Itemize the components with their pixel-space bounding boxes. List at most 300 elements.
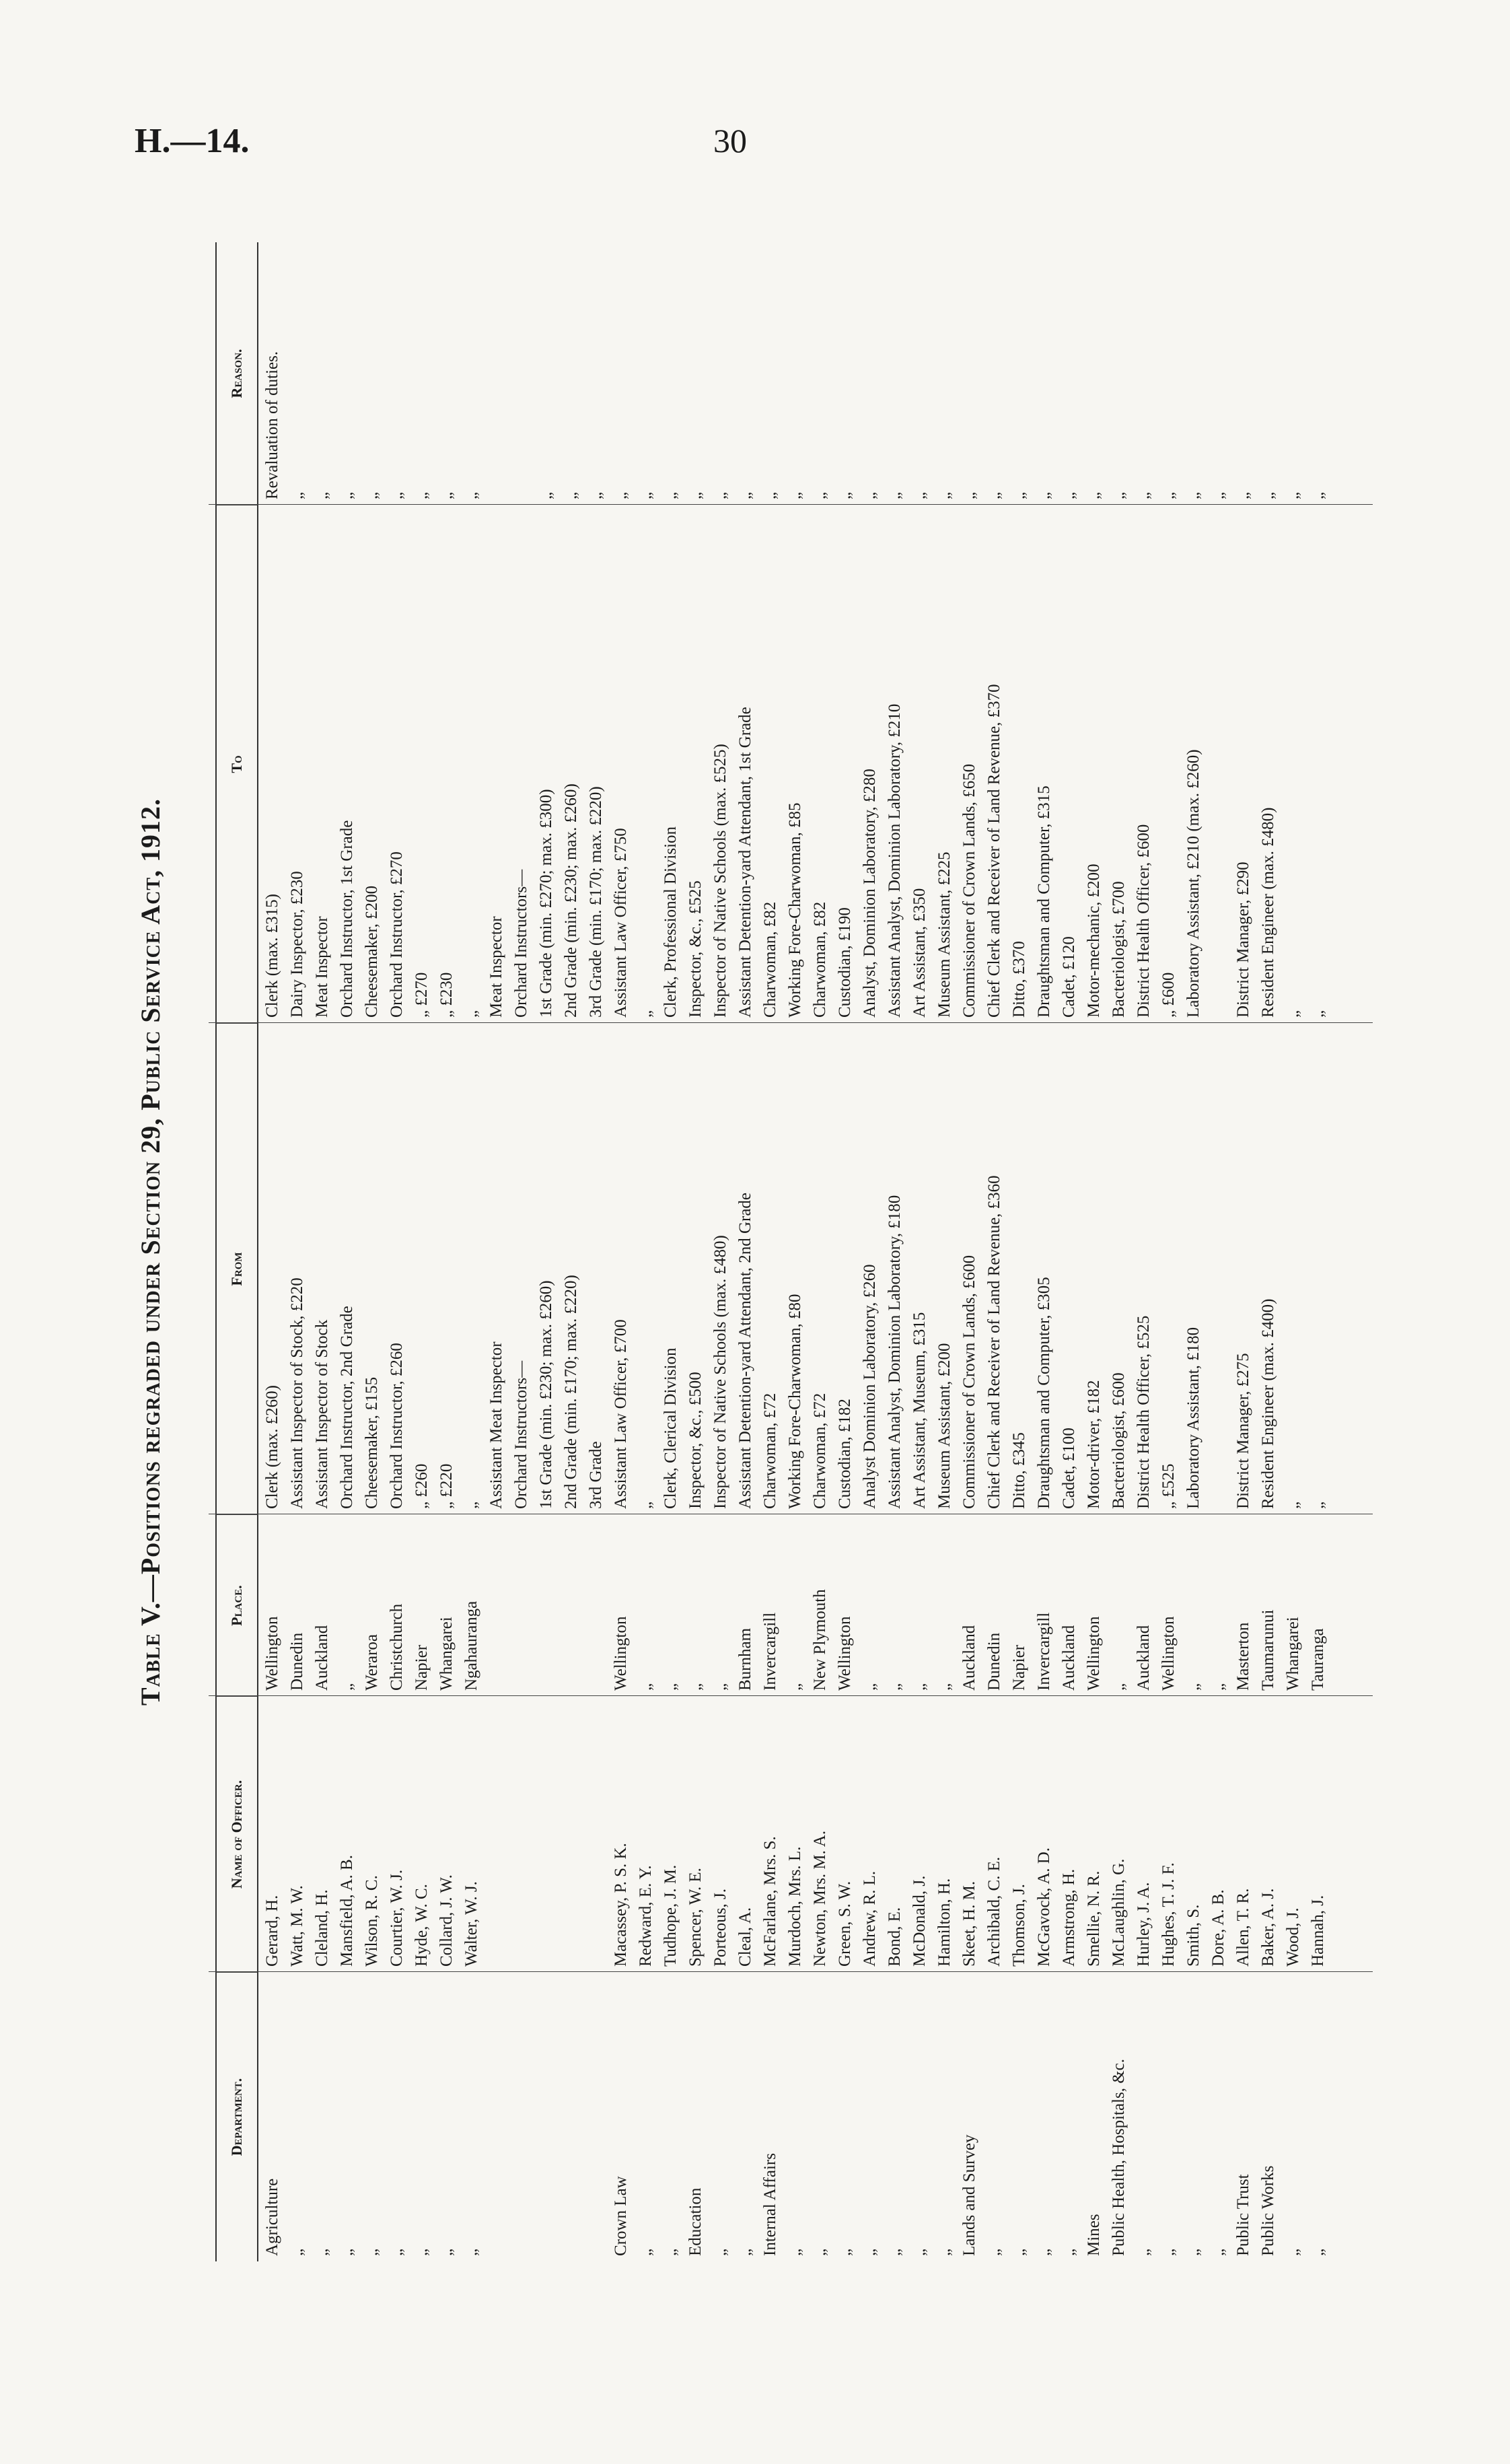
place-cell: Auckland [313,1625,331,1691]
place-cell: Whangarei [1284,1617,1302,1691]
place-cell: „ [1184,1683,1202,1691]
department-cell: „ [288,2248,306,2256]
from-cell: Working Fore-Charwoman, £80 [786,1294,804,1509]
reason-cell: „ [1159,491,1178,499]
to-cell: Assistant Law Officer, £750 [612,828,630,1018]
reason-cell: „ [1060,491,1078,499]
department-cell: „ [1184,2248,1202,2256]
officer-name-cell: Cleland, H. [313,1889,331,1967]
table-row [1258,242,1278,2261]
officer-name-cell: Dore, A. B. [1209,1889,1227,1967]
place-cell: New Plymouth [811,1589,829,1691]
reason-cell: „ [1135,491,1153,499]
department-cell: Agriculture [263,2178,281,2256]
table-row [1233,242,1253,2261]
place-cell: „ [910,1683,929,1691]
reason-cell: „ [288,491,306,499]
to-cell: Resident Engineer (max. £480) [1259,807,1277,1018]
table-row [287,242,307,2261]
officer-name-cell: McDonald, J. [910,1875,929,1967]
place-cell: Ngahauranga [462,1600,480,1691]
department-cell: „ [1159,2248,1178,2256]
table-row [1134,242,1153,2261]
table-row [1059,242,1079,2261]
place-cell: Christchurch [388,1603,406,1691]
to-cell: Inspector, &c., £525 [686,880,705,1018]
header-place: Place. [217,1514,257,1696]
place-cell: Tauranga [1309,1628,1327,1691]
reason-cell: „ [313,491,331,499]
reason-cell: „ [861,491,879,499]
department-cell [561,1972,581,2261]
officer-name-cell [487,1696,506,1972]
from-cell: Orchard Instructor, 2nd Grade [338,1306,356,1509]
place-cell: Wellington [263,1616,281,1691]
to-cell [1209,505,1228,1023]
from-cell: Custodian, £182 [836,1399,854,1509]
place-cell: Wellington [612,1616,630,1691]
table-header [215,242,258,2261]
place-cell: „ [935,1683,954,1691]
department-cell: „ [985,2248,1003,2256]
place-cell: „ [711,1683,729,1691]
page-number: 30 [713,122,747,160]
place-cell: „ [338,1683,356,1691]
table-row [536,242,556,2261]
reason-cell: „ [1035,491,1053,499]
place-cell: „ [786,1683,804,1691]
officer-name-cell [511,1696,531,1972]
reason-cell: „ [338,491,356,499]
table-row [1034,242,1054,2261]
officer-name-cell: Gerard, H. [263,1895,281,1967]
reason-cell: „ [1184,491,1202,499]
reason-cell: „ [363,491,381,499]
place-cell: Napier [1010,1644,1028,1691]
officer-name-cell: Andrew, R. L. [861,1870,879,1967]
from-cell [1209,1023,1228,1514]
place-cell: Invercargill [1035,1612,1053,1691]
from-cell: Museum Assistant, £200 [935,1343,954,1509]
table-row [437,242,456,2261]
to-cell: Laboratory Assistant, £210 (max. £260) [1184,749,1202,1018]
reason-cell: „ [612,491,630,499]
department-cell: „ [1035,2248,1053,2256]
officer-name-cell: Bond, E. [886,1907,904,1967]
reason-cell: „ [761,491,779,499]
officer-name-cell: McGavock, A. D. [1035,1847,1053,1967]
place-cell: Wellington [836,1616,854,1691]
place-cell [487,1514,506,1696]
table-row [785,242,805,2261]
reason-cell: „ [736,491,754,499]
department-cell: „ [462,2248,480,2256]
reason-cell: „ [886,491,904,499]
table-row [412,242,431,2261]
officer-name-cell: McFarlane, Mrs. S. [761,1836,779,1967]
from-cell: 3rd Grade [587,1441,605,1509]
from-cell: Art Assistant, Museum, £315 [910,1312,929,1509]
department-cell: „ [811,2248,829,2256]
department-cell [487,1972,506,2261]
department-cell: Public Health, Hospitals, &c. [1110,2058,1128,2256]
to-cell: 3rd Grade (min. £170; max. £220) [587,786,605,1018]
department-cell: Crown Law [612,2176,630,2256]
to-cell: Charwoman, £82 [811,901,829,1018]
officer-name-cell: Mansfield, A. B. [338,1855,356,1967]
from-cell: Inspector of Native Schools (max. £480) [711,1235,729,1509]
officer-name-cell: Green, S. W. [836,1880,854,1967]
department-cell: „ [786,2248,804,2256]
officer-name-cell: Redward, E. Y. [637,1865,655,1967]
place-cell: „ [861,1683,879,1691]
to-cell: Assistant Analyst, Dominion Laboratory, £210 [886,703,904,1018]
reason-cell: „ [1209,491,1227,499]
officer-name-cell [561,1696,581,1972]
officer-name-cell: Wilson, R. C. [363,1875,381,1967]
reason-cell: „ [1085,491,1103,499]
reason-cell: „ [437,491,456,499]
place-cell: Masterton [1234,1622,1252,1691]
officer-name-cell: Spencer, W. E. [686,1868,705,1967]
reason-cell: „ [562,491,580,499]
header-reason: Reason. [228,349,245,398]
to-cell: Orchard Instructor, 1st Grade [338,820,356,1018]
department-cell: „ [736,2248,754,2256]
table-row [910,242,929,2261]
department-cell: „ [1135,2248,1153,2256]
to-cell: Clerk (max. £315) [263,894,281,1018]
reason-cell [487,242,506,505]
table-row [462,242,481,2261]
department-cell: „ [1284,2248,1302,2256]
table-row [636,242,655,2261]
header-department: Department. [217,1972,257,2261]
to-cell: District Health Officer, £600 [1135,824,1153,1018]
department-cell: „ [861,2248,879,2256]
table-title: Table V.—Positions regraded under Section 29, Public Service Act, 1912. [135,798,166,1706]
department-cell: „ [637,2248,655,2256]
to-cell: Orchard Instructors— [512,869,530,1018]
department-cell: „ [363,2248,381,2256]
reason-cell: „ [1110,491,1128,499]
officer-name-cell: Hurley, J. A. [1135,1882,1153,1967]
table-row [935,242,954,2261]
table-row [810,242,830,2261]
from-cell: „ [462,1501,480,1509]
from-cell: Orchard Instructors— [512,1360,530,1509]
department-cell: Internal Affairs [761,2153,779,2256]
from-cell: Orchard Instructor, £260 [388,1343,406,1509]
reason-cell: „ [587,491,605,499]
table-row [1009,242,1029,2261]
to-cell: Art Assistant, £350 [910,888,929,1018]
table-row [960,242,979,2261]
department-cell: „ [886,2248,904,2256]
reason-cell: „ [1309,491,1327,499]
to-cell: District Manager, £290 [1234,861,1252,1018]
officer-name-cell: Macassey, P. S. K. [612,1843,630,1967]
place-cell: Auckland [1060,1625,1078,1691]
from-cell: Laboratory Assistant, £180 [1184,1327,1202,1509]
from-cell: „ £260 [412,1463,431,1509]
table-row [262,242,282,2261]
place-cell [586,1514,606,1696]
to-cell: Assistant Detention-yard Attendant, 1st Grade [736,707,754,1018]
from-cell: District Manager, £275 [1234,1353,1252,1509]
department-cell: „ [1010,2248,1028,2256]
reason-cell: „ [711,491,729,499]
officer-name-cell: Courtier, W. J. [388,1869,406,1967]
department-cell: „ [388,2248,406,2256]
department-cell: Mines [1085,2214,1103,2256]
officer-name-cell: Hannah, J. [1309,1895,1327,1967]
from-cell: Cadet, £100 [1060,1428,1078,1509]
from-cell: Commissioner of Crown Lands, £600 [960,1255,978,1509]
place-cell: Auckland [1135,1625,1153,1691]
table-row [661,242,680,2261]
from-cell: 1st Grade (min. £230; max. £260) [537,1280,555,1509]
from-cell: Assistant Detention-yard Attendant, 2nd Grade [736,1192,754,1509]
header-to: To [217,505,257,1023]
officer-name-cell: Cleal, A. [736,1907,754,1967]
to-cell: Dairy Inspector, £230 [288,871,306,1018]
place-cell: Weraroa [363,1633,381,1691]
document-reference: H.—14. [135,122,250,160]
table-row [686,242,705,2261]
table-row [511,242,531,2261]
table-row [735,242,755,2261]
from-cell: Clerk (max. £260) [263,1385,281,1509]
table-row [362,242,382,2261]
reason-cell: „ [1010,491,1028,499]
to-cell: Custodian, £190 [836,907,854,1018]
to-cell: Chief Clerk and Receiver of Land Revenue, £370 [985,684,1003,1018]
to-cell: Meat Inspector [487,916,505,1018]
place-cell: „ [637,1683,655,1691]
reason-cell: „ [1234,491,1252,499]
department-cell: „ [836,2248,854,2256]
to-cell: „ £230 [437,972,456,1018]
place-cell: Wellington [1159,1616,1178,1691]
officer-name-cell: Murdoch, Mrs. L. [786,1846,804,1967]
officer-name-cell: Archibald, C. E. [985,1856,1003,1967]
place-cell: „ [886,1683,904,1691]
table-row [611,242,631,2261]
officer-name-cell: Hamilton, H. [935,1878,954,1967]
department-cell: Lands and Survey [960,2134,978,2256]
department-cell: „ [910,2248,929,2256]
from-cell: „ [1284,1501,1302,1509]
to-cell: Commissioner of Crown Lands, £650 [960,763,978,1018]
table-row [760,242,780,2261]
officer-name-cell: Skeet, H. M. [960,1880,978,1967]
to-cell: „ [1309,1010,1327,1018]
to-cell: Working Fore-Charwoman, £85 [786,802,804,1018]
department-cell: Public Works [1259,2165,1277,2256]
table-row [711,242,730,2261]
place-cell [561,1514,581,1696]
reason-cell: „ [1259,491,1277,499]
place-cell: „ [686,1683,705,1691]
from-cell: Assistant Inspector of Stock [313,1319,331,1509]
department-cell: „ [1209,2248,1227,2256]
place-cell: Dunedin [288,1632,306,1691]
table-row [835,242,855,2261]
table-row [1109,242,1128,2261]
place-cell: Napier [412,1644,431,1691]
reason-cell: „ [686,491,705,499]
to-cell: „ £270 [412,972,431,1018]
from-cell: 2nd Grade (min. £170; max. £220) [562,1275,580,1509]
from-cell: Ditto, £345 [1010,1432,1028,1509]
place-cell: Taumarunui [1259,1609,1277,1691]
department-cell: „ [935,2248,954,2256]
to-cell: 2nd Grade (min. £230; max. £260) [562,783,580,1018]
table-row [984,242,1004,2261]
header-from: From [217,1023,257,1514]
to-cell: Draughtsman and Computer, £315 [1035,785,1053,1018]
from-cell: Charwoman, £72 [761,1393,779,1509]
to-cell: Museum Assistant, £225 [935,851,954,1018]
place-cell [511,1514,531,1696]
to-cell: Inspector of Native Schools (max. £525) [711,744,729,1018]
officer-name-cell: Tudhope, J. M. [661,1864,680,1967]
to-cell: „ [1284,1010,1302,1018]
to-cell: 1st Grade (min. £270; max. £300) [537,789,555,1018]
from-cell: „ [1309,1501,1327,1509]
table-row [1184,242,1203,2261]
to-cell: „ [462,1010,480,1018]
to-cell: Cheesemaker, £200 [363,885,381,1018]
to-cell: Bacteriologist, £700 [1110,881,1128,1018]
officer-name-cell: McLaughlin, G. [1110,1858,1128,1967]
place-cell [536,1514,556,1696]
officer-name-cell: Armstrong, H. [1060,1868,1078,1967]
table-body [262,242,1366,2261]
department-cell: „ [338,2248,356,2256]
reason-cell: „ [935,491,954,499]
officer-name-cell [536,1696,556,1972]
table-row [1209,242,1228,2261]
reason-cell: „ [960,491,978,499]
from-cell: Assistant Analyst, Dominion Laboratory, £180 [886,1195,904,1509]
rotated-table [135,242,1373,2261]
to-cell: Ditto, £370 [1010,941,1028,1018]
table-row [312,242,332,2261]
to-cell: Clerk, Professional Division [661,826,680,1018]
to-cell: Meat Inspector [313,916,331,1018]
place-cell: Dunedin [985,1632,1003,1691]
reason-cell: „ [1284,491,1302,499]
officer-name-cell: Smith, S. [1184,1904,1202,1967]
table-row [337,242,357,2261]
officer-name-cell: Watt, M. W. [288,1885,306,1967]
officer-name-cell: Smellie, N. R. [1085,1870,1103,1967]
department-cell [586,1972,606,2261]
department-cell [536,1972,556,2261]
reason-cell [511,242,531,505]
reason-cell: „ [985,491,1003,499]
department-cell: Education [686,2187,705,2256]
table-row [586,242,606,2261]
reason-cell: „ [836,491,854,499]
reason-cell: „ [811,491,829,499]
reason-cell: „ [910,491,929,499]
from-cell: Inspector, &c., £500 [686,1372,705,1509]
department-cell: „ [412,2248,431,2256]
officer-name-cell: Porteous, J. [711,1889,729,1967]
reason-cell: „ [462,491,480,499]
place-cell: „ [1110,1683,1128,1691]
officer-name-cell: Wood, J. [1284,1907,1302,1967]
officer-name-cell: Baker, A. J. [1259,1888,1277,1967]
table-row [1159,242,1178,2261]
from-cell: „ £220 [437,1463,456,1509]
from-cell: Cheesemaker, £155 [363,1376,381,1509]
officer-name-cell: Thomson, J. [1010,1884,1028,1967]
from-cell: Resident Engineer (max. £400) [1259,1298,1277,1509]
from-cell: Bacteriologist, £600 [1110,1372,1128,1509]
from-cell: Motor-driver, £182 [1085,1380,1103,1509]
officer-name-cell: Hughes, T. J. F. [1159,1862,1178,1967]
table-row [860,242,879,2261]
reason-cell: „ [412,491,431,499]
department-cell: „ [711,2248,729,2256]
table-row [1283,242,1303,2261]
reason-cell: „ [661,491,680,499]
officer-name-cell: Walter, W. J. [462,1881,480,1967]
officer-name-cell: Newton, Mrs. M. A. [811,1830,829,1967]
department-cell: „ [1309,2248,1327,2256]
to-cell: „ [637,1010,655,1018]
to-cell: Motor-mechanic, £200 [1085,864,1103,1018]
to-cell: Charwoman, £82 [761,901,779,1018]
table-row [487,242,506,2261]
department-cell: Public Trust [1234,2174,1252,2256]
from-cell: „ [637,1501,655,1509]
place-cell: Invercargill [761,1612,779,1691]
place-cell: Auckland [960,1625,978,1691]
officer-name-cell: Allen, T. R. [1234,1888,1252,1967]
department-cell [511,1972,531,2261]
place-cell: „ [1209,1683,1227,1691]
place-cell: Whangarei [437,1617,456,1691]
officer-name-cell [586,1696,606,1972]
from-cell: Assistant Law Officer, £700 [612,1319,630,1509]
department-cell: „ [661,2248,680,2256]
to-cell: Cadet, £120 [1060,936,1078,1018]
reason-cell: „ [786,491,804,499]
from-cell: District Health Officer, £525 [1135,1315,1153,1509]
reason-cell: Revaluation of duties. [263,351,281,499]
from-cell: Chief Clerk and Receiver of Land Revenue, £360 [985,1175,1003,1509]
table-row [885,242,904,2261]
reason-cell: „ [388,491,406,499]
place-cell: Burnham [736,1627,754,1691]
from-cell: Analyst Dominion Laboratory, £260 [861,1264,879,1509]
to-cell: „ £600 [1159,972,1178,1018]
department-cell: „ [313,2248,331,2256]
header-name: Name of Officer. [217,1696,257,1972]
department-cell: „ [1060,2248,1078,2256]
from-cell: „ £525 [1159,1463,1178,1509]
from-cell: Clerk, Clerical Division [661,1347,680,1509]
officer-name-cell: Hyde, W. C. [412,1884,431,1967]
table-row [561,242,581,2261]
reason-cell: „ [537,491,555,499]
place-cell: „ [661,1683,680,1691]
